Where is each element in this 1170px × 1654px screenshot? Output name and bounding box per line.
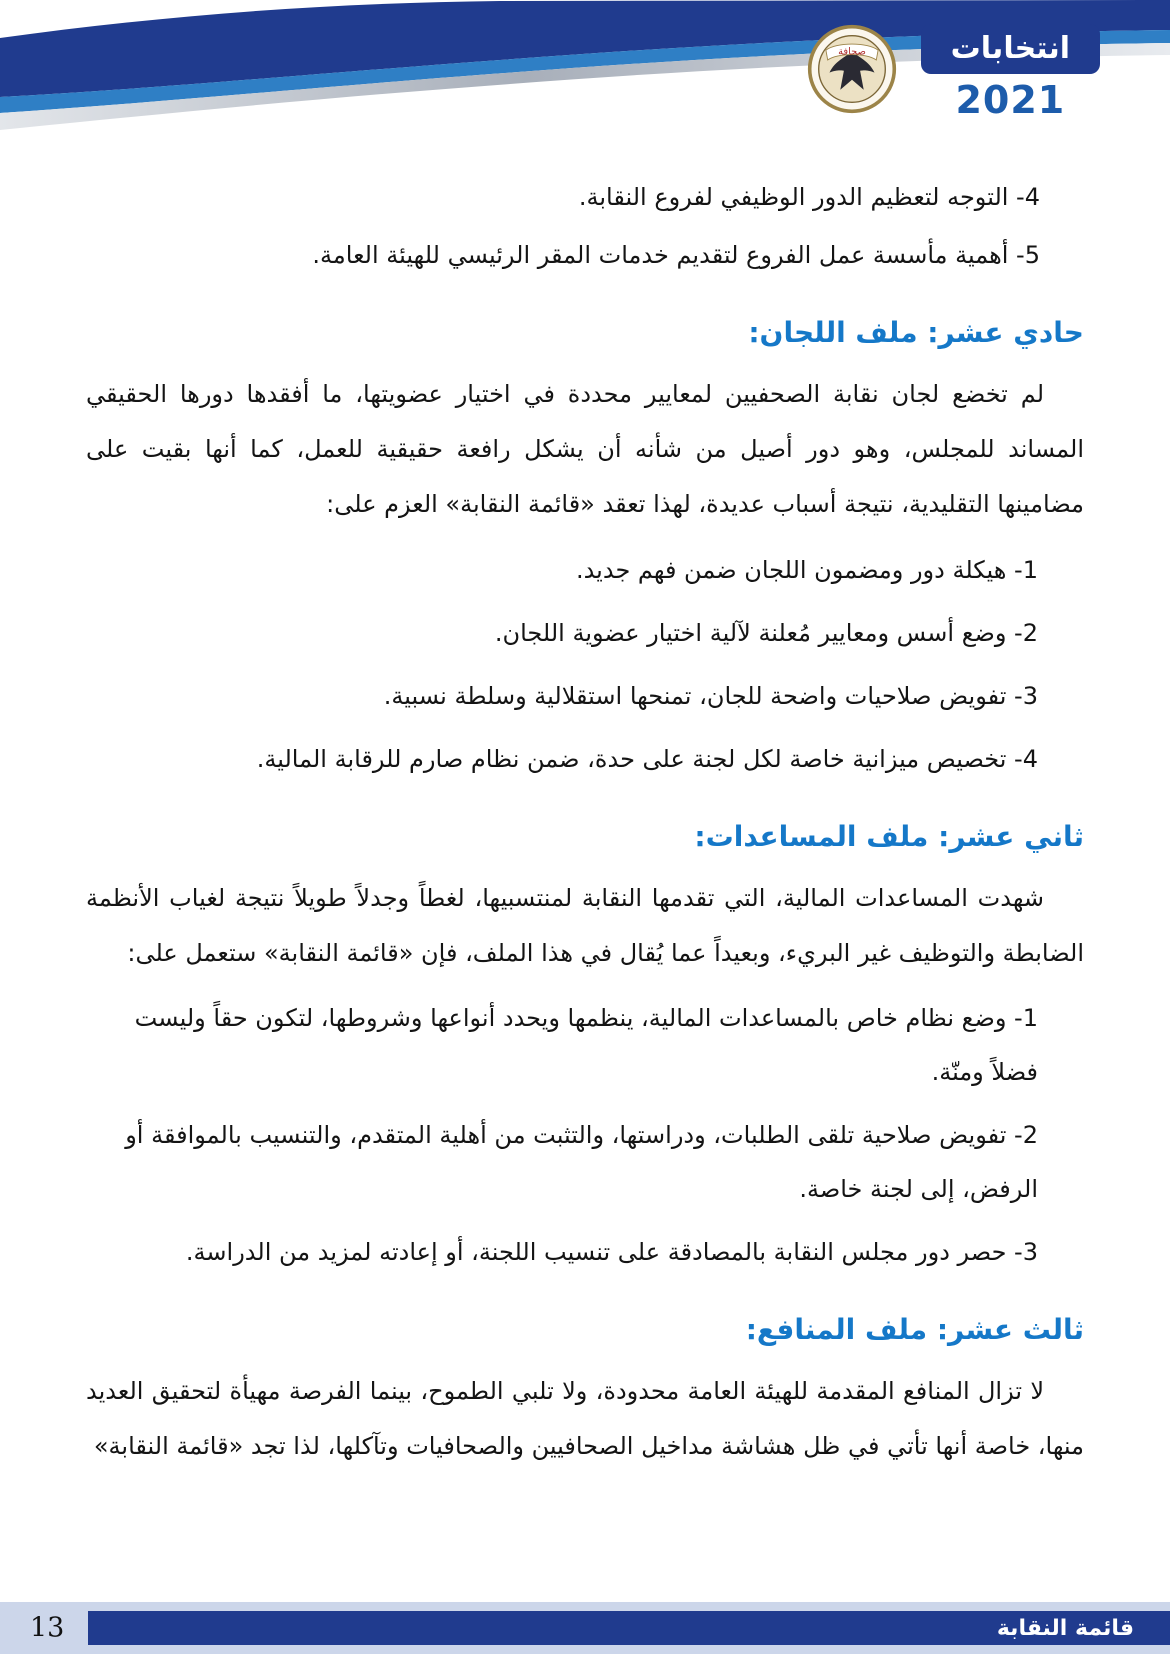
pjs-emblem-icon — [807, 24, 897, 114]
numbered-item: 4- التوجه لتعظيم الدور الوظيفي لفروع النقابة. — [578, 183, 1040, 211]
logo-text: صحافة — [837, 46, 866, 58]
section-committees — [86, 316, 1084, 786]
section-paragraph: لا تزال المنافع المقدمة للهيئة العامة محدودة، ولا تلبي الطموح، بينما الفرصة مهيأة لتحقيق العديد منها، خاصة أنها تأتي في ظل هشاشة مداخيل الصحافيين والصحافيات وتآكلها، لذا تجد «قائمة النقابة» — [86, 1376, 1084, 1461]
section-heading: ثاني عشر: ملف المساعدات: — [694, 819, 1084, 853]
numbered-item: 5- أهمية مأسسة عمل الفروع لتقديم خدمات المقر الرئيسي للهيئة العامة. — [312, 241, 1040, 269]
section-paragraph: شهدت المساعدات المالية، التي تقدمها النقابة لمنتسبيها، لغطاً وجدلاً طويلاً نتيجة لغياب الأنظمة الضابطة والتوظيف غير البريء، وبعيداً عما يُقال في هذا الملف، فإن «قائمة النقابة» ستعمل على: — [86, 883, 1084, 967]
page-header — [0, 0, 1170, 152]
header-branding — [807, 24, 1100, 122]
section-heading: ثالث عشر: ملف المنافع: — [745, 1312, 1084, 1346]
footer-list-title: قائمة النقابة — [996, 1615, 1134, 1641]
numbered-item: 4- تخصيص ميزانية خاصة لكل لجنة على حدة، ضمن نظام صارم للرقابة المالية. — [256, 744, 1038, 773]
footer-bar — [88, 1611, 1170, 1645]
section-paragraph: لم تخضع لجان نقابة الصحفيين لمعايير محددة في اختيار عضويتها، ما أفقدها دورها الحقيقي المساند للمجلس، وهو دور أصيل من شأنه أن يشكل رافعة حقيقية للعمل، كما أنها بقيت على مضامينها التقليدية، نتيجة أسباب عديدة، لهذا تعقد «قائمة النقابة» العزم على: — [86, 380, 1084, 519]
elections-badge: انتخابات — [921, 24, 1100, 74]
numbered-item: 2- وضع أسس ومعايير مُعلنة لآلية اختيار عضوية اللجان. — [494, 618, 1038, 647]
numbered-item: 3- تفويض صلاحيات واضحة للجان، تمنحها استقلالية وسلطة نسبية. — [383, 681, 1038, 710]
section-heading: حادي عشر: ملف اللجان: — [748, 316, 1084, 349]
page-footer — [0, 1602, 1170, 1654]
elections-block — [921, 24, 1100, 122]
pjs-logo — [807, 24, 897, 114]
numbered-item: 1- هيكلة دور ومضمون اللجان ضمن فهم جديد. — [575, 555, 1038, 584]
numbered-item: 1- وضع نظام خاص بالمساعدات المالية، ينظمها ويحدد أنواعها وشروطها، لتكون حقاً وليست فضلاً ومنّة. — [134, 1003, 1038, 1086]
election-year: 2021 — [955, 78, 1066, 122]
numbered-item: 3- حصر دور مجلس النقابة بالمصادقة على تنسيب اللجنة، أو إعادته لمزيد من الدراسة. — [185, 1237, 1038, 1266]
section-assistance — [86, 820, 1084, 1279]
page-number: 13 — [30, 1612, 65, 1644]
section-benefits — [86, 1313, 1084, 1474]
numbered-item: 2- تفويض صلاحية تلقى الطلبات، ودراستها، والتثبت من أهلية المتقدم، والتنسيب بالموافقة أو الرفض، إلى لجنة خاصة. — [125, 1120, 1038, 1203]
document-body — [0, 152, 1170, 1474]
